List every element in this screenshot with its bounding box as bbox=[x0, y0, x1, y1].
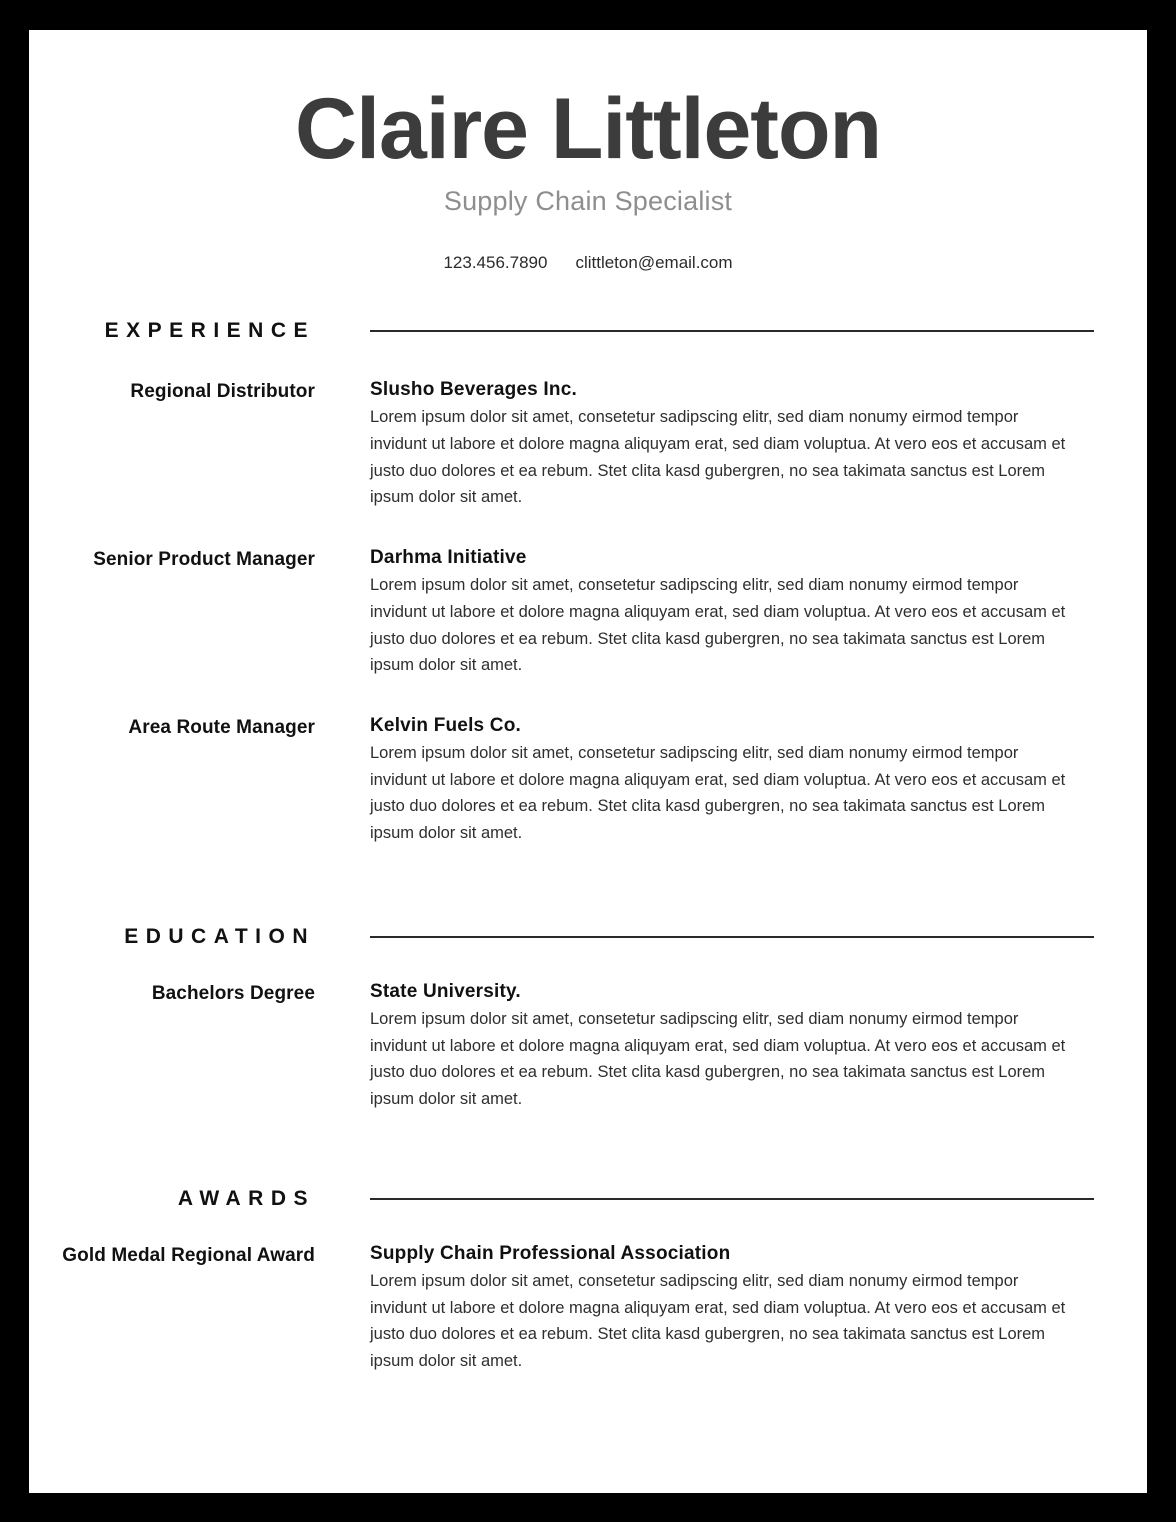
entry-organization: State University. bbox=[370, 980, 521, 1002]
entry-description: Lorem ipsum dolor sit amet, consetetur sadipscing elitr, sed diam nonumy eirmod tempor invidunt ut labore et dolore magna aliquyam erat, sed diam voluptua. At vero eos et accusam et justo duo dolores et ea rebum. Stet clita kasd gubergren, no sea takimata sanctus est Lorem ipsum dolor sit amet. bbox=[370, 576, 1066, 675]
section-header-experience bbox=[29, 319, 1147, 343]
section-divider bbox=[370, 330, 1094, 332]
resume-header bbox=[29, 30, 1147, 273]
section-title-experience: EXPERIENCE bbox=[104, 319, 315, 343]
email-address[interactable]: clittleton@email.com bbox=[575, 253, 733, 273]
section-title-education: EDUCATION bbox=[124, 924, 315, 948]
entry-body bbox=[370, 547, 1070, 679]
entry-organization: Kelvin Fuels Co. bbox=[370, 715, 522, 737]
candidate-name: Claire Littleton bbox=[294, 81, 882, 177]
section-header-education bbox=[29, 925, 1147, 949]
entry-role-label: Regional Distributor bbox=[130, 381, 315, 403]
entry-description: Lorem ipsum dolor sit amet, consetetur sadipscing elitr, sed diam nonumy eirmod tempor invidunt ut labore et dolore magna aliquyam erat, sed diam voluptua. At vero eos et accusam et justo duo dolores et ea rebum. Stet clita kasd gubergren, no sea takimata sanctus est Lorem ipsum dolor sit amet. bbox=[370, 1271, 1066, 1370]
section-title-awards: AWARDS bbox=[177, 1186, 315, 1210]
section-awards bbox=[29, 1187, 1147, 1375]
entry-organization: Darhma Initiative bbox=[370, 547, 527, 569]
entry-description: Lorem ipsum dolor sit amet, consetetur sadipscing elitr, sed diam nonumy eirmod tempor invidunt ut labore et dolore magna aliquyam erat, sed diam voluptua. At vero eos et accusam et justo duo dolores et ea rebum. Stet clita kasd gubergren, no sea takimata sanctus est Lorem ipsum dolor sit amet. bbox=[370, 1009, 1066, 1109]
entry-description: Lorem ipsum dolor sit amet, consetetur sadipscing elitr, sed diam nonumy eirmod tempor invidunt ut labore et dolore magna aliquyam erat, sed diam voluptua. At vero eos et accusam et justo duo dolores et ea rebum. Stet clita kasd gubergren, no sea takimata sanctus est Lorem ipsum dolor sit amet. bbox=[370, 408, 1066, 507]
candidate-title: Supply Chain Specialist bbox=[443, 186, 733, 217]
entry-description: Lorem ipsum dolor sit amet, consetetur sadipscing elitr, sed diam nonumy eirmod tempor invidunt ut labore et dolore magna aliquyam erat, sed diam voluptua. At vero eos et accusam et justo duo dolores et ea rebum. Stet clita kasd gubergren, no sea takimata sanctus est Lorem ipsum dolor sit amet. bbox=[370, 744, 1066, 843]
entry-award-label: Gold Medal Regional Award bbox=[62, 1244, 315, 1266]
entry-body bbox=[370, 379, 1070, 511]
entry-body bbox=[370, 715, 1070, 847]
section-divider bbox=[370, 936, 1094, 938]
contact-info bbox=[29, 253, 1147, 273]
entry-body bbox=[370, 1243, 1070, 1375]
experience-entry bbox=[29, 379, 1147, 511]
entry-organization: Supply Chain Professional Association bbox=[370, 1242, 731, 1264]
award-entry bbox=[29, 1243, 1147, 1375]
phone-number[interactable]: 123.456.7890 bbox=[443, 253, 548, 273]
experience-entry bbox=[29, 715, 1147, 847]
section-experience bbox=[29, 319, 1147, 847]
entry-organization: Slusho Beverages Inc. bbox=[370, 379, 577, 401]
entry-body bbox=[370, 981, 1070, 1113]
section-divider bbox=[370, 1198, 1094, 1200]
resume-page bbox=[29, 30, 1147, 1493]
section-header-awards bbox=[29, 1187, 1147, 1211]
education-entry bbox=[29, 981, 1147, 1113]
entry-role-label: Area Route Manager bbox=[128, 717, 315, 739]
entry-role-label: Senior Product Manager bbox=[93, 549, 315, 571]
experience-entry bbox=[29, 547, 1147, 679]
entry-degree-label: Bachelors Degree bbox=[151, 982, 315, 1004]
section-education bbox=[29, 925, 1147, 1113]
